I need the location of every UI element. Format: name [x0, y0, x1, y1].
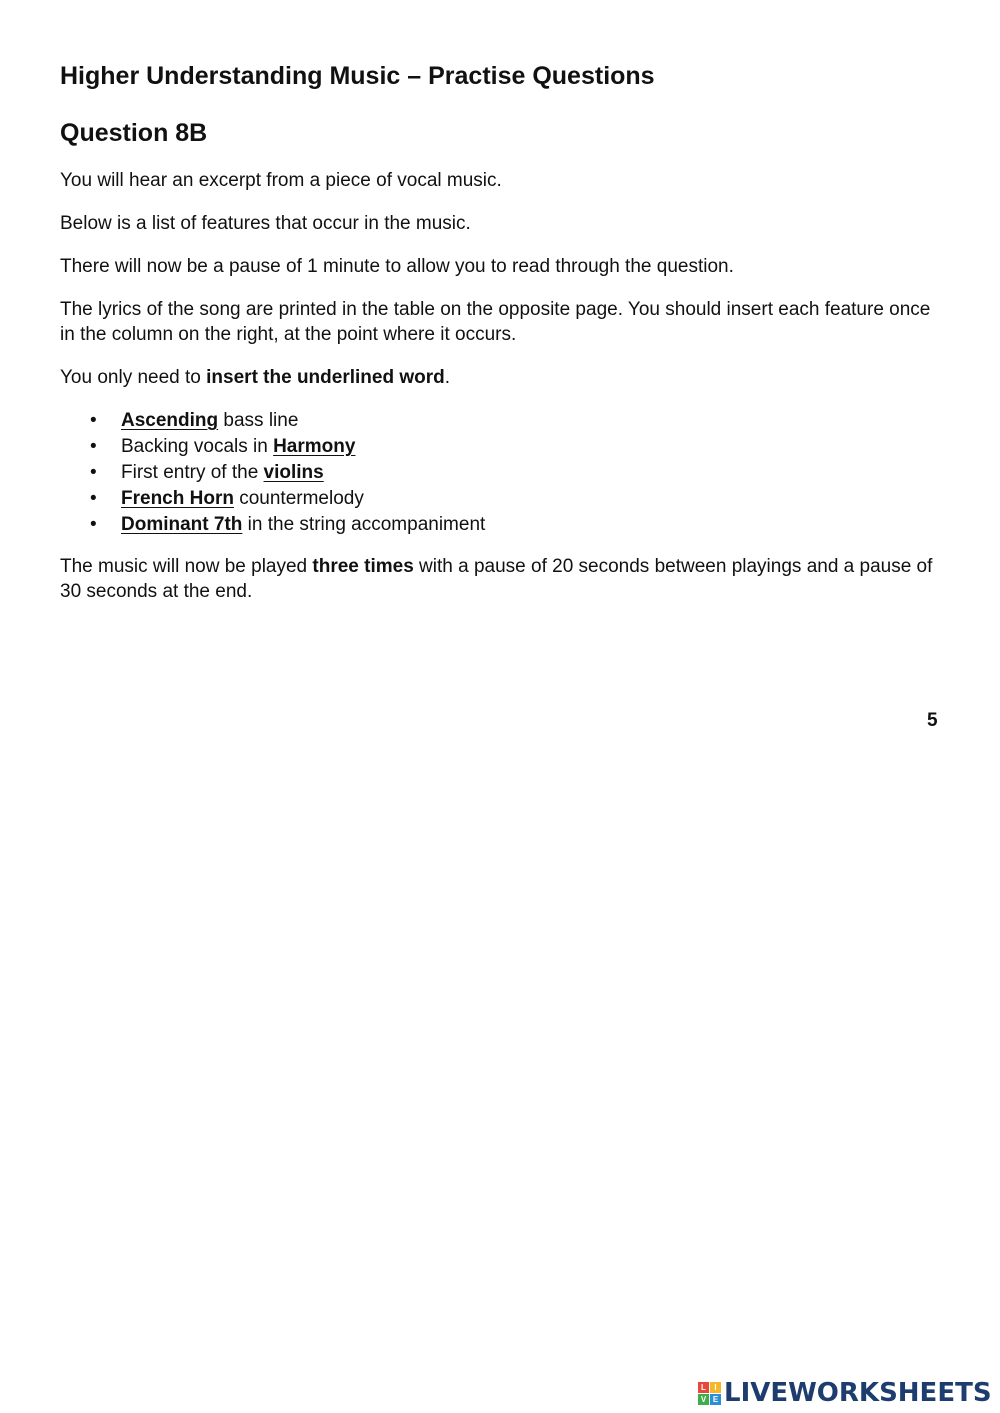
- intro-paragraph-2: Below is a list of features that occur in the music.: [60, 213, 471, 234]
- closing-text: The music will now be played: [60, 556, 313, 577]
- feature-text-after: in the string accompaniment: [242, 514, 486, 535]
- intro-paragraph-3: There will now be a pause of 1 minute to allow you to read through the question.: [60, 256, 734, 277]
- feature-keyword: Harmony: [273, 436, 356, 457]
- list-item: [60, 512, 940, 538]
- feature-keyword: Dominant 7th: [121, 514, 243, 535]
- logo-tile: V: [698, 1394, 709, 1405]
- list-item: [60, 486, 940, 512]
- feature-keyword: violins: [263, 462, 324, 483]
- bullet-icon: •: [90, 436, 97, 457]
- bullet-icon: •: [90, 410, 97, 431]
- feature-text-before: Backing vocals in: [121, 436, 274, 457]
- page-number: 5: [927, 710, 938, 731]
- feature-text-before: First entry of the: [121, 462, 264, 483]
- liveworksheets-icon: [698, 1382, 721, 1405]
- list-item: [60, 434, 940, 460]
- closing-bold: three times: [312, 556, 414, 577]
- instruction-text: You only need to: [60, 367, 207, 388]
- intro-paragraph-1: You will hear an excerpt from a piece of vocal music.: [60, 170, 502, 191]
- list-item: [60, 408, 940, 434]
- closing-end: with a pause of 20 seconds between playings and a pause of 30 seconds at the end.: [60, 556, 933, 602]
- instruction-end: .: [444, 367, 451, 388]
- logo-tile: L: [698, 1382, 709, 1393]
- feature-list: [60, 408, 940, 538]
- feature-keyword: Ascending: [121, 410, 219, 431]
- instruction-bold: insert the underlined word: [206, 367, 445, 388]
- instruction-paragraph: [60, 365, 940, 390]
- feature-text-after: countermelody: [233, 488, 364, 509]
- list-item: [60, 460, 940, 486]
- bullet-icon: •: [90, 488, 97, 509]
- page-title: Higher Understanding Music – Practise Questions: [60, 62, 655, 90]
- liveworksheets-logo[interactable]: [698, 1377, 992, 1409]
- closing-paragraph: [60, 554, 940, 604]
- worksheet-page: [60, 58, 940, 622]
- bullet-icon: •: [90, 462, 97, 483]
- feature-text-after: bass line: [218, 410, 299, 431]
- logo-tile: I: [710, 1382, 721, 1393]
- liveworksheets-brand: LIVEWORKSHEETS: [724, 1378, 992, 1408]
- logo-tile: E: [710, 1394, 721, 1405]
- question-heading: Question 8B: [60, 119, 208, 147]
- intro-paragraph-4: The lyrics of the song are printed in the table on the opposite page. You should insert each feature once in the column on the right, at the point where it occurs.: [60, 299, 931, 345]
- bullet-icon: •: [90, 514, 97, 535]
- feature-keyword: French Horn: [121, 488, 234, 509]
